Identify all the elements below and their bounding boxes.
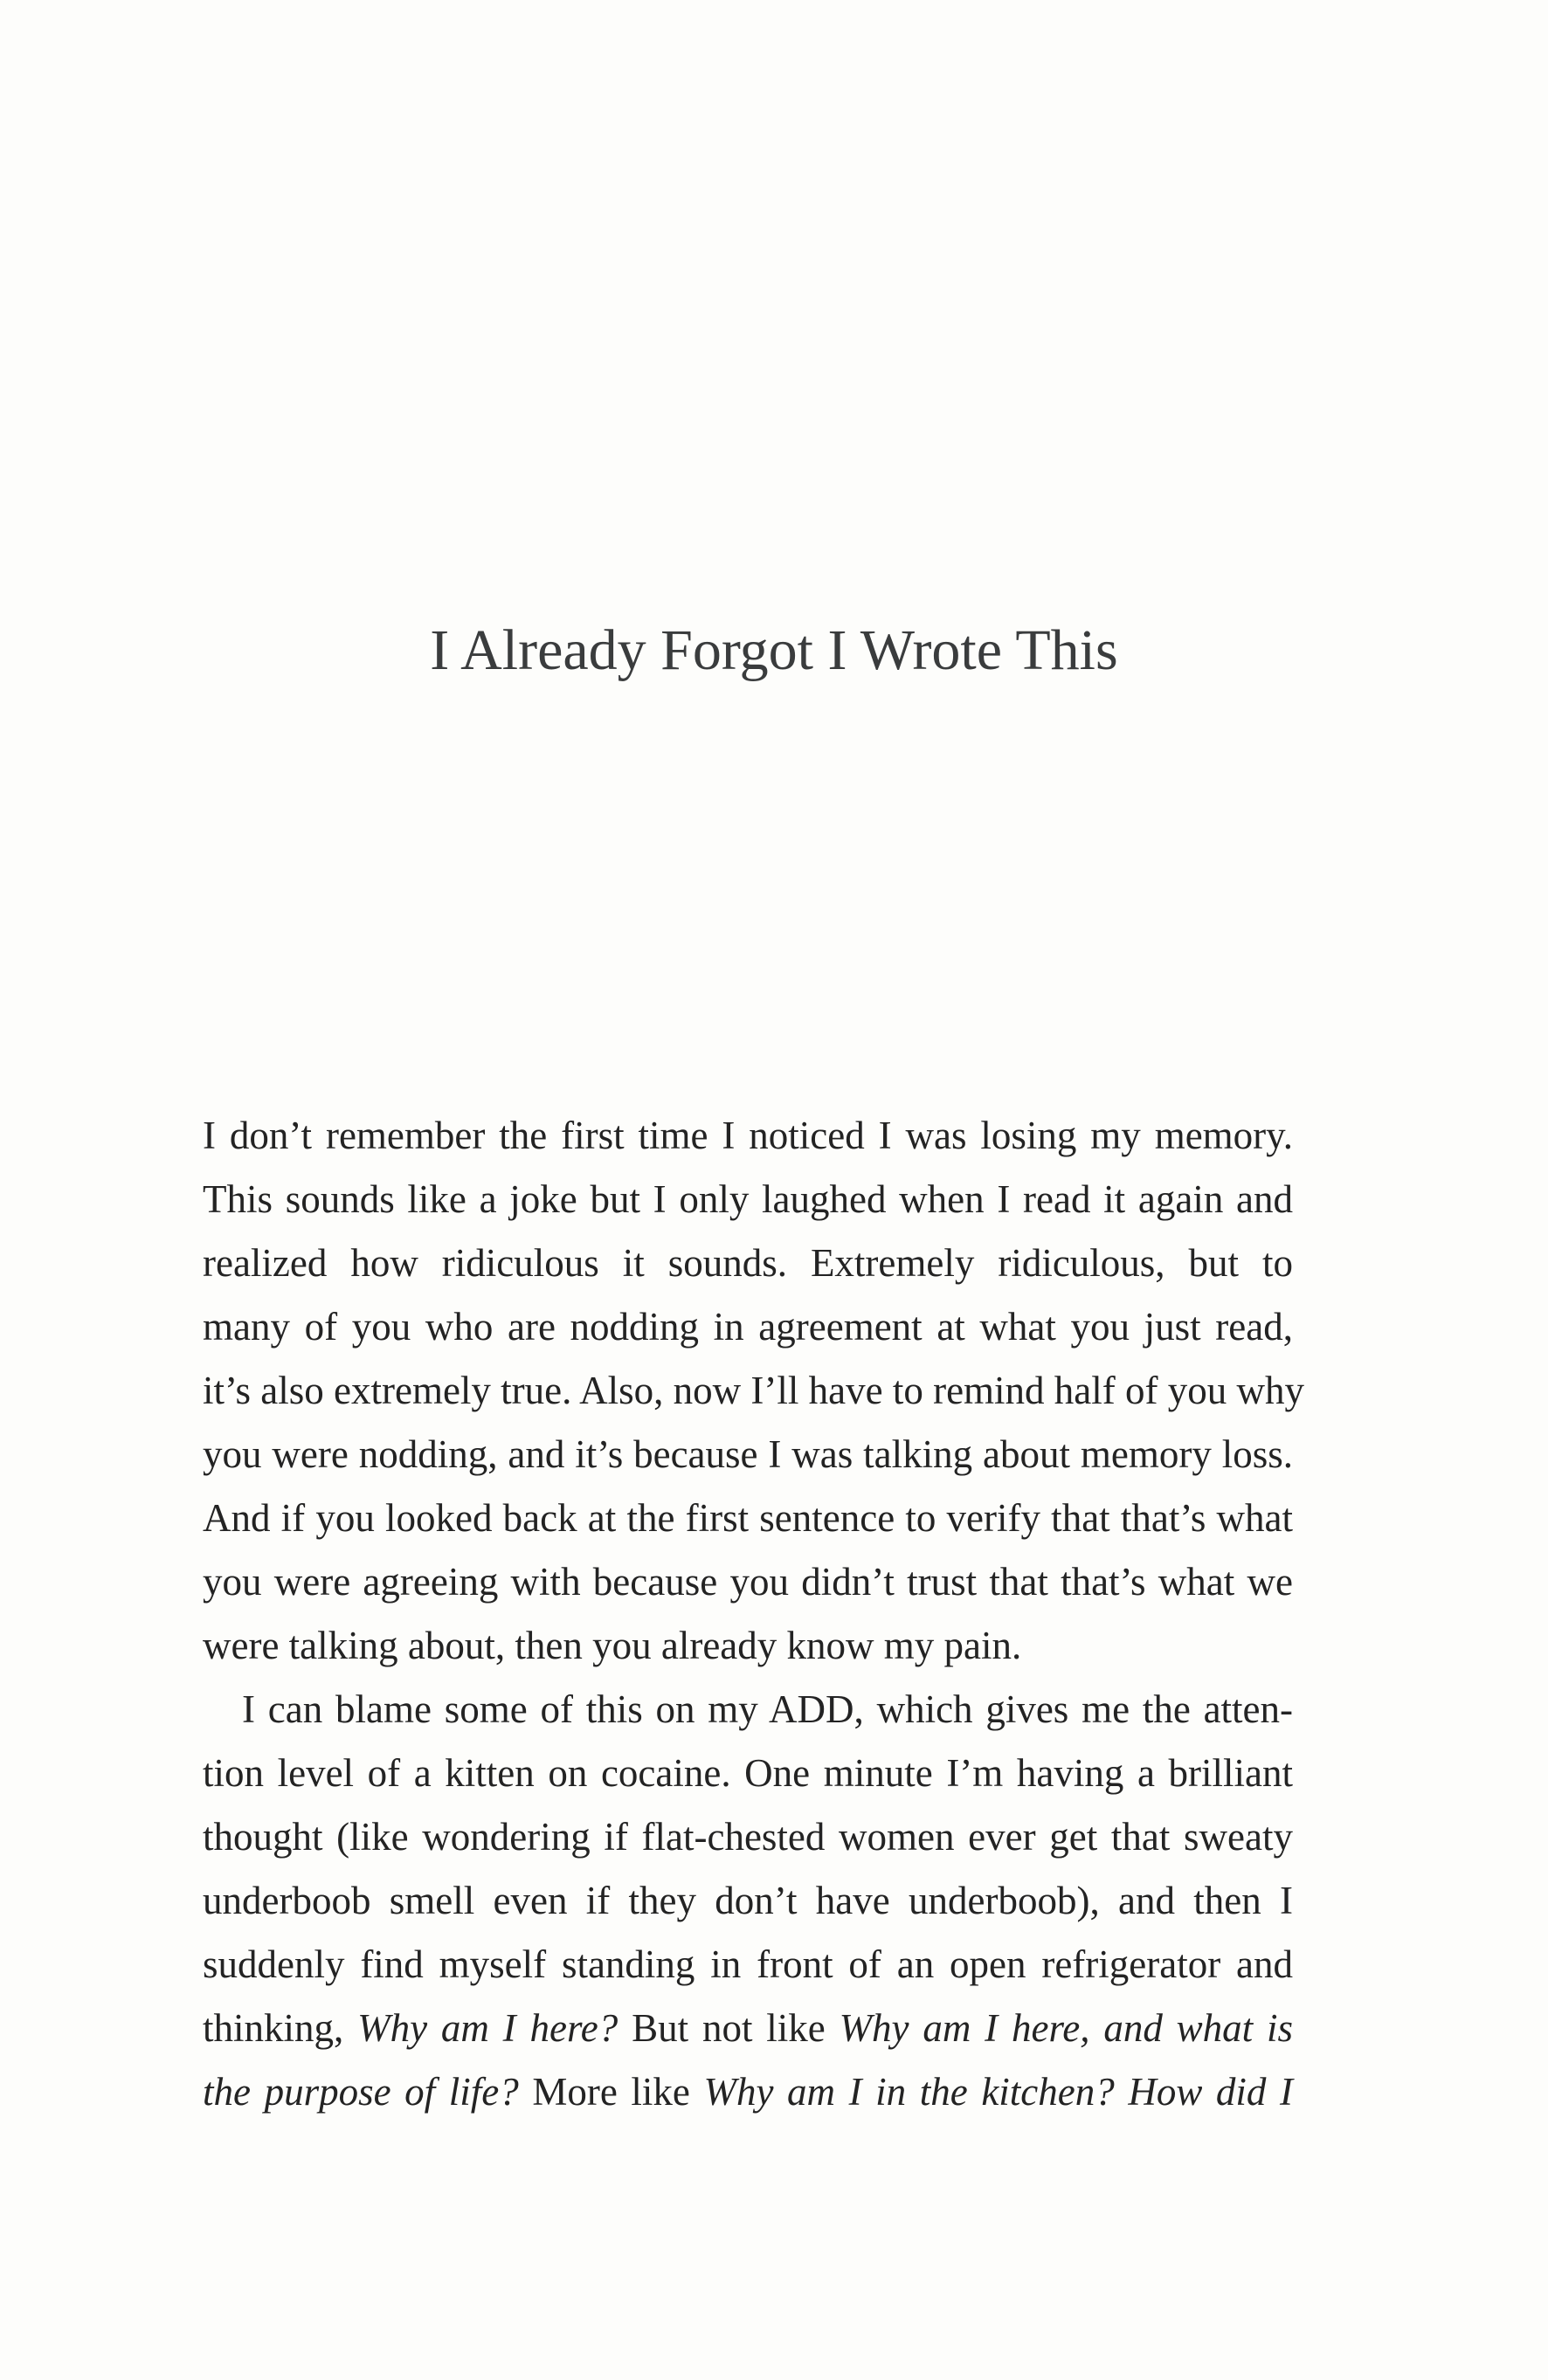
text-line: I don’t remember the first time I noticed I was losing my memory. — [203, 1114, 1293, 1157]
text-line — [203, 1997, 1293, 2060]
italic-run: the purpose of life? — [203, 2070, 519, 2114]
italic-run: Why am I here? — [357, 2006, 619, 2050]
chapter-title: I Already Forgot I Wrote This — [430, 618, 1118, 682]
text-run: But not like — [618, 2006, 840, 2050]
text-line: underboob smell even if they don’t have underboob), and then I — [203, 1879, 1293, 1922]
text-line: many of you who are nodding in agreement at what you just read, — [203, 1305, 1293, 1349]
text-line: it’s also extremely true. Also, now I’ll have to remind half of you why — [203, 1369, 1304, 1412]
text-run: I can blame some of this on my ADD, which gives me the atten- — [242, 1687, 1293, 1731]
text-line — [203, 1678, 1293, 1742]
body-text — [203, 1104, 1304, 2124]
text-line: tion level of a kitten on cocaine. One minute I’m having a brilliant — [203, 1751, 1293, 1795]
text-line: realized how ridiculous it sounds. Extremely ridiculous, but to — [203, 1241, 1293, 1285]
text-line — [203, 2060, 1293, 2124]
text-run: thinking, — [203, 2006, 358, 2050]
italic-run: Why am I here, and what is — [839, 2006, 1293, 2050]
italic-run: Why am I in the kitchen? How did I — [703, 2070, 1294, 2114]
text-line: And if you looked back at the first sentence to verify that that’s what — [203, 1496, 1293, 1540]
text-run: More like — [518, 2070, 704, 2114]
text-line: This sounds like a joke but I only laughed when I read it again and — [203, 1177, 1293, 1221]
text-line: you were agreeing with because you didn’t trust that that’s what we — [203, 1560, 1293, 1604]
text-line: thought (like wondering if flat-chested women ever get that sweaty — [203, 1815, 1293, 1859]
text-line: were talking about, then you already know my pain. — [203, 1624, 1022, 1667]
text-line: suddenly find myself standing in front of an open refrigerator and — [203, 1942, 1293, 1986]
text-line: you were nodding, and it’s because I was talking about memory loss. — [203, 1432, 1293, 1476]
